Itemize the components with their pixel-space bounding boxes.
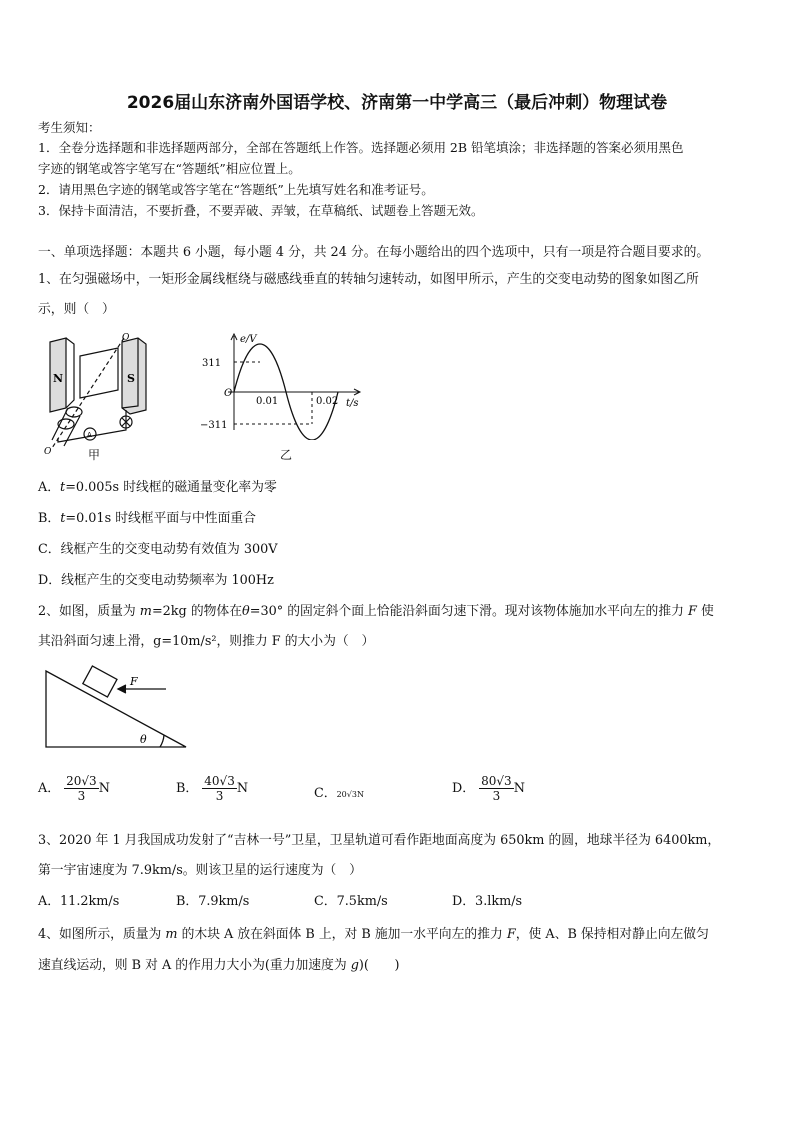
magnet-s-label: S [127,372,135,385]
ammeter-label: A [87,431,92,439]
axis-top-label: O [122,333,130,343]
graph-t2-tick: 0.02 [316,396,339,407]
figure-caption-yi: 乙 [280,448,293,462]
figure-caption-jia: 甲 [88,448,101,462]
graph-ymin-tick: −311 [200,420,228,431]
notice-item: 3．保持卡面清洁，不要折叠，不要弄破、弄皱，在草稿纸、试题卷上答题无效。 [38,203,484,218]
question-3-text: 3、2020 年 1 月我国成功发射了“吉林一号”卫星，卫星轨道可看作距地面高度为 650km 的圆，地球半径为 6400km， [38,833,721,848]
graph-xlabel: t/s [346,398,359,409]
option-c[interactable]: C．20√3N [314,786,364,801]
notice-heading: 考生须知： [38,120,101,135]
question-2-text: 2、如图，质量为 m=2kg 的物体在θ=30° 的固定斜个面上恰能沿斜面匀速下滑。现对该物体施加水平向左的推力 F 使 [38,604,714,619]
option-b[interactable]: B．t=0.01s 时线框平面与中性面重合 [38,511,256,526]
question-1-text: 1、在匀强磁场中，一矩形金属线框绕与磁感线垂直的转轴匀速转动，如图甲所示，产生的交变电动势的图象如图乙所 [38,272,699,287]
notice-item: 2．请用黑色字迹的钢笔或答字笔在“答题纸”上先填写姓名和准考证号。 [38,182,434,197]
question-4-text: 4、如图所示，质量为 m 的木块 A 放在斜面体 B 上，对 B 施加一水平向左的推力 F，使 A、B 保持相对静止向左做匀 [38,927,709,942]
notice-item: 1．全卷分选择题和非选择题两部分，全部在答题纸上作答。选择题必须用 2B 铅笔填涂；非选择题的答案必须用黑色 [38,140,684,155]
incline-figure [40,665,200,755]
magnet-n-label: N [53,372,64,385]
axis-bottom-label: O [44,447,52,457]
option-b[interactable]: B．7.9km/s [176,894,250,909]
option-a[interactable]: A．11.2km/s [38,894,120,909]
generator-figure [38,330,158,460]
question-4-text: 速直线运动，则 B 对 A 的作用力大小为(重力加速度为 g)( ) [38,958,400,973]
graph-origin: O [224,388,233,399]
option-a[interactable]: A．t=0.005s 时线框的磁通量变化率为零 [38,480,277,495]
fraction: $\frac{80√3}{3}$ [481,774,512,803]
graph-ylabel: e/V [240,334,257,345]
section-heading: 一、单项选择题：本题共 6 小题，每小题 4 分，共 24 分。在每小题给出的四个选项中，只有一项是符合题目要求的。 [38,245,710,260]
option-b[interactable]: B． $\frac{40√3}{3}$ N [176,774,249,803]
option-c[interactable]: C．7.5km/s [314,894,388,909]
page-title: 2026届山东济南外国语学校、济南第一中学高三（最后冲刺）物理试卷 [126,93,668,113]
fraction: $\frac{20√3}{3}$ [66,774,97,803]
option-d[interactable]: D．线框产生的交变电动势频率为 100Hz [38,573,274,588]
question-1-text: 示，则（ ） [38,302,115,317]
question-2-text: 其沿斜面匀速上滑，g=10m/s²，则推力 F 的大小为（ ） [38,634,375,649]
option-d[interactable]: D．3.lkm/s [452,894,523,909]
option-d[interactable]: D． $\frac{80√3}{3}$ N [452,774,525,803]
fraction: $\frac{40√3}{3}$ [204,774,235,803]
force-label: F [130,675,138,688]
emf-graph [200,330,370,440]
angle-label: θ [140,733,147,746]
graph-t1-tick: 0.01 [256,396,279,407]
option-a[interactable]: A． $\frac{20√3}{3}$ N [38,774,110,803]
question-3-text: 第一宇宙速度为 7.9km/s。则该卫星的运行速度为（ ） [38,863,362,878]
graph-ymax-tick: 311 [202,358,222,369]
notice-item: 字迹的钢笔或答字笔写在“答题纸”相应位置上。 [38,161,301,176]
option-c[interactable]: C．线框产生的交变电动势有效值为 300V [38,542,278,557]
